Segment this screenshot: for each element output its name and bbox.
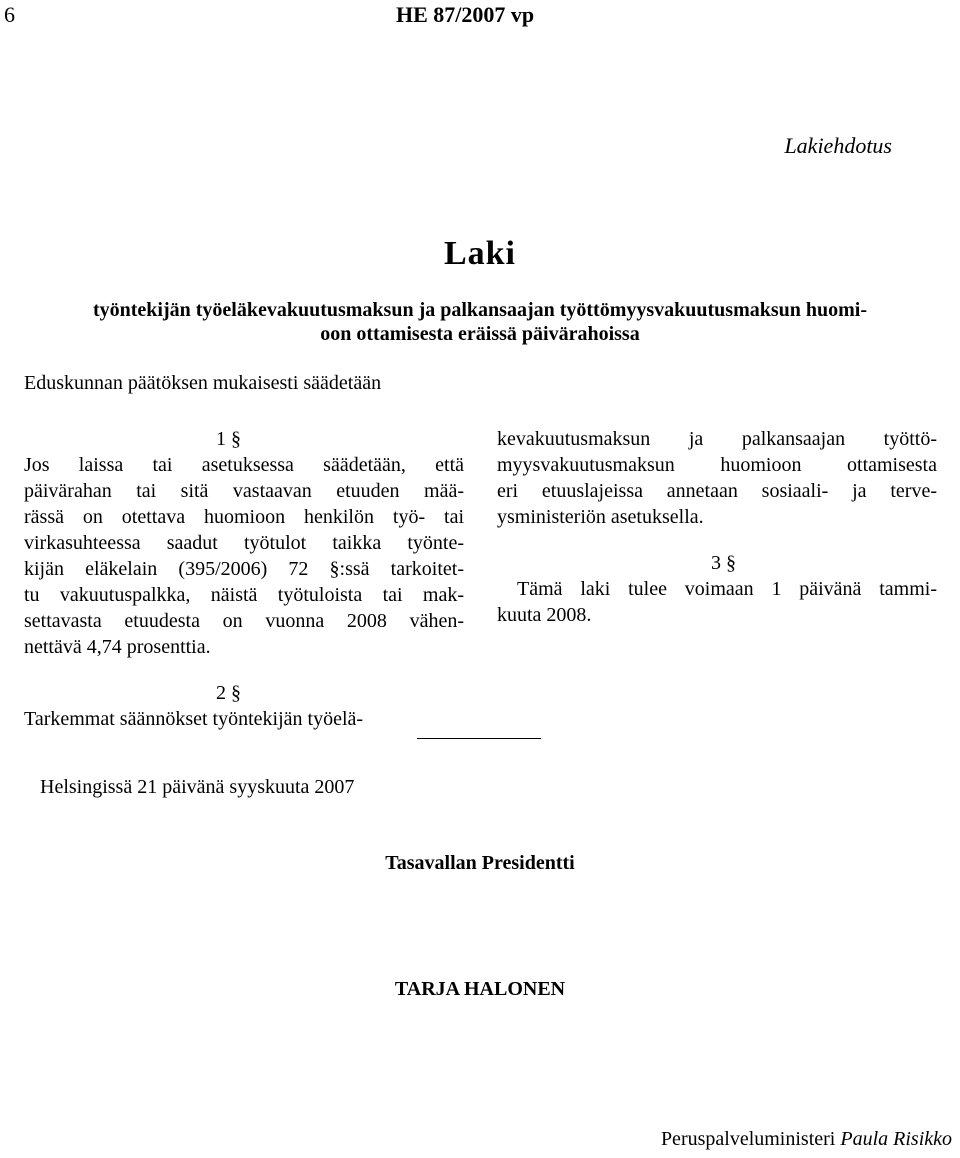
section-2-line: ysministeriön asetuksella. (497, 506, 704, 528)
right-column (497, 426, 937, 628)
proposal-label: Lakiehdotus (784, 133, 892, 158)
section-1-line: Jos laissa tai asetuksessa säädetään, että (24, 454, 464, 476)
law-subtitle-line: oon ottamisesta eräissä päivärahoissa (320, 323, 640, 345)
president-title: Tasavallan Presidentti (385, 852, 575, 874)
section-2-heading: 2 § (216, 682, 241, 704)
section-1-line: rässä on otettava huomioon henkilön työ- tai (24, 506, 464, 528)
section-2-line: kevakuutusmaksun ja palkansaajan työttö- (497, 428, 937, 450)
section-1-line: tu vakuutuspalkka, näistä työtuloista tai mak- (24, 584, 464, 606)
page-number: 6 (4, 2, 15, 27)
section-3-heading: 3 § (711, 552, 736, 574)
section-1-heading: 1 § (216, 428, 241, 450)
minister-name: Paula Risikko (840, 1128, 952, 1150)
president-name: TARJA HALONEN (394, 978, 566, 1000)
section-1-line: settavasta etuudesta on vuonna 2008 vähen- (24, 610, 464, 632)
enacting-clause: Eduskunnan päätöksen mukaisesti säädetään (24, 372, 382, 394)
law-title: Laki (443, 235, 517, 272)
left-column (24, 426, 464, 732)
law-subtitle (14, 298, 946, 346)
minister-signature (661, 1128, 952, 1151)
section-1-line: nettävä 4,74 prosenttia. (24, 636, 211, 658)
section-2-line: eri etuuslajeissa annetaan sosiaali- ja terve- (497, 480, 937, 502)
section-1-line: päivärahan tai sitä vastaavan etuuden mää- (24, 480, 464, 502)
section-3-line: Tämä laki tulee voimaan 1 päivänä tammi- (517, 578, 937, 600)
section-2-line: myysvakuutusmaksun huomioon ottamisesta (497, 454, 937, 476)
section-3-line: kuuta 2008. (497, 604, 592, 626)
minister-title: Peruspalveluministeri (660, 1128, 836, 1150)
place-date: Helsingissä 21 päivänä syyskuuta 2007 (40, 776, 355, 798)
section-1-line: kijän eläkelain (395/2006) 72 §:ssä tarkoitet- (24, 558, 464, 580)
law-subtitle-line: työntekijän työeläkevakuutusmaksun ja palkansaajan työttömyysvakuutusmaksun huomi- (92, 299, 868, 321)
section-1-line: virkasuhteessa saadut työtulot taikka työnte- (24, 532, 464, 554)
closing-divider (417, 738, 541, 739)
document-id: HE 87/2007 vp (396, 2, 535, 27)
section-2-line: Tarkemmat säännökset työntekijän työelä- (24, 708, 364, 730)
